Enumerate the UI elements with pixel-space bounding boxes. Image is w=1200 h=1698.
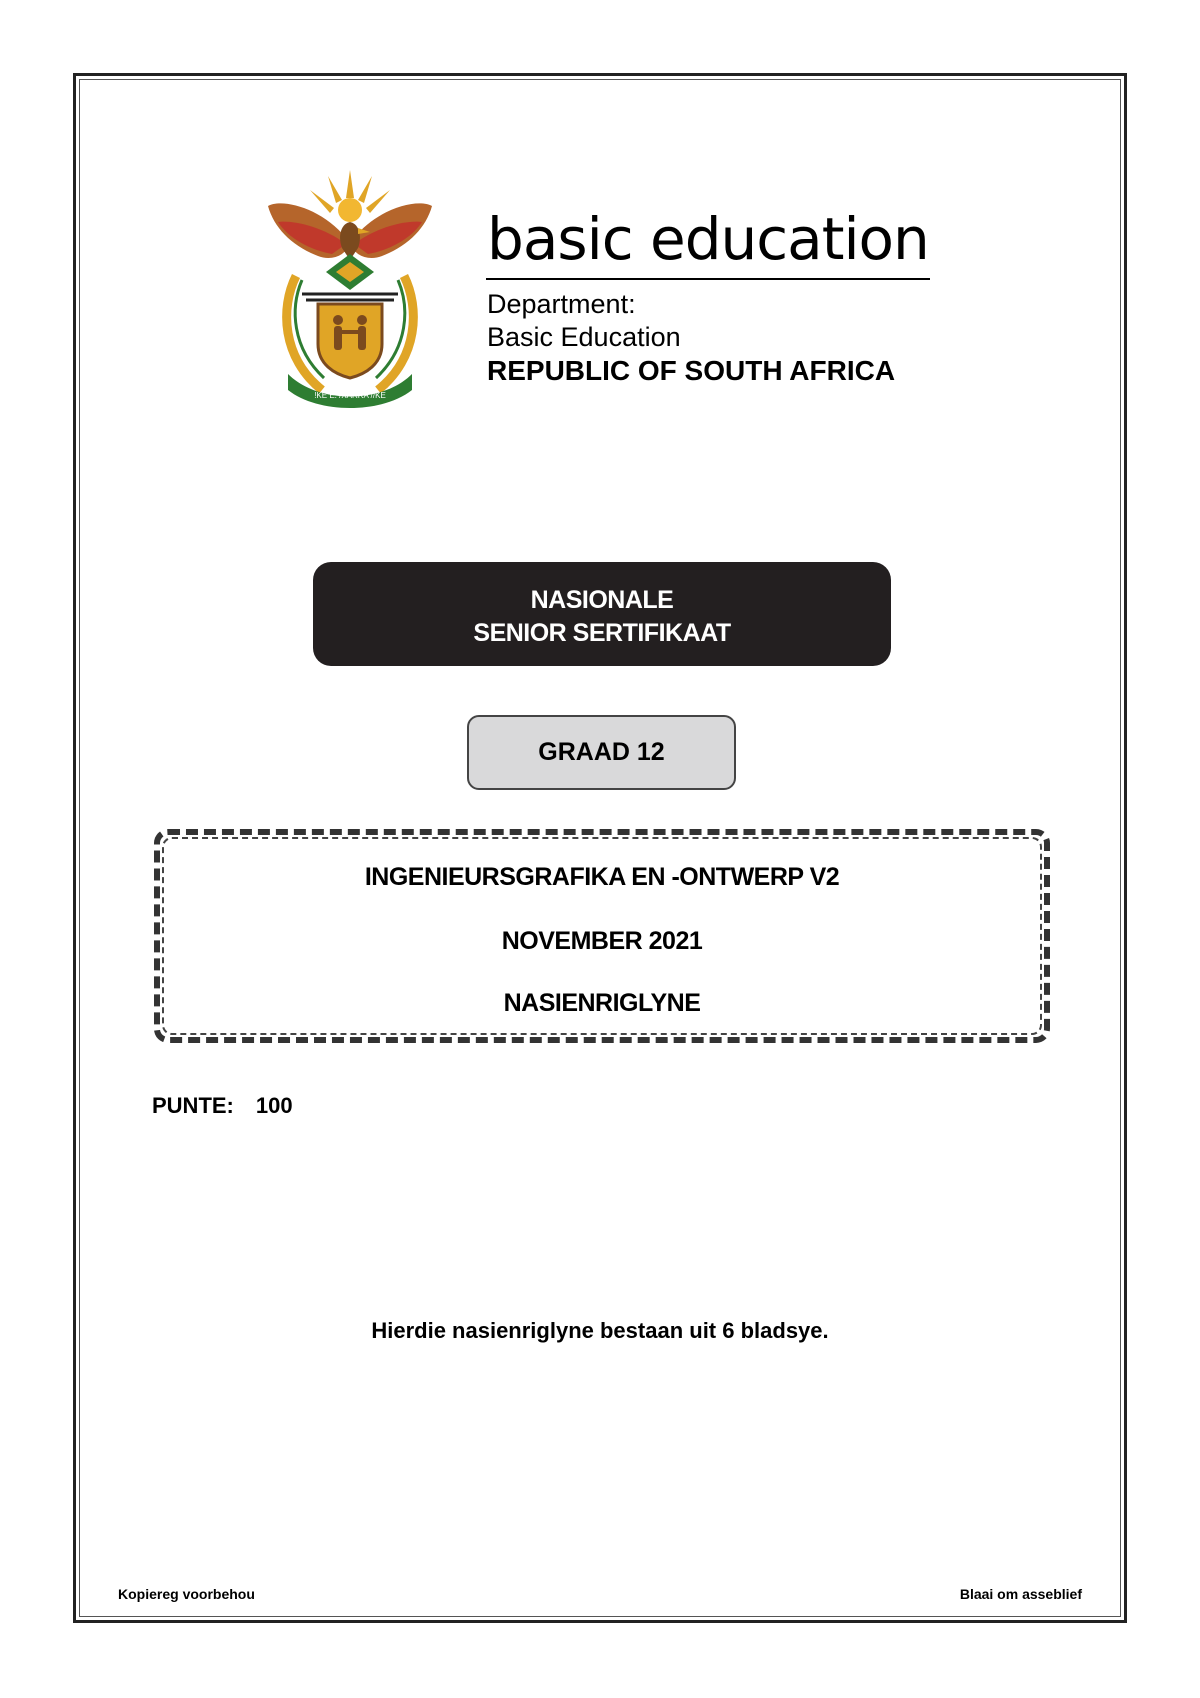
nsc-header-box	[313, 562, 891, 666]
sun	[338, 198, 362, 222]
marks-label: PUNTE:	[152, 1093, 234, 1118]
subject-box	[154, 829, 1050, 1043]
brand-rule	[486, 278, 930, 280]
nsc-line-1: NASIONALE	[530, 586, 674, 614]
shield	[318, 304, 382, 378]
crest-motto: !KE E: /XARRA //KE	[314, 391, 386, 400]
subject-title: INGENIEURSGRAFIKA EN -ONTWERP V2	[364, 863, 840, 891]
brand-department: Department:	[487, 289, 636, 319]
brand-title: basic education	[487, 205, 929, 273]
exam-date: NOVEMBER 2021	[501, 927, 703, 955]
document-type: NASIENRIGLYNE	[503, 989, 701, 1017]
grade-box: GRAAD 12	[467, 715, 736, 790]
brand-country: REPUBLIC OF SOUTH AFRICA	[487, 355, 896, 386]
coat-of-arms-icon	[262, 168, 438, 414]
marks	[152, 1093, 293, 1119]
brand-basic-education: Basic Education	[487, 322, 681, 352]
footer-turn-over: Blaai om asseblief	[959, 1586, 1082, 1602]
pages-note: Hierdie nasienriglyne bestaan uit 6 bladsye.	[371, 1318, 829, 1343]
footer-copyright: Kopiereg voorbehou	[118, 1586, 255, 1602]
marks-value: 100	[255, 1093, 293, 1118]
nsc-line-2: SENIOR SERTIFIKAAT	[473, 619, 731, 647]
